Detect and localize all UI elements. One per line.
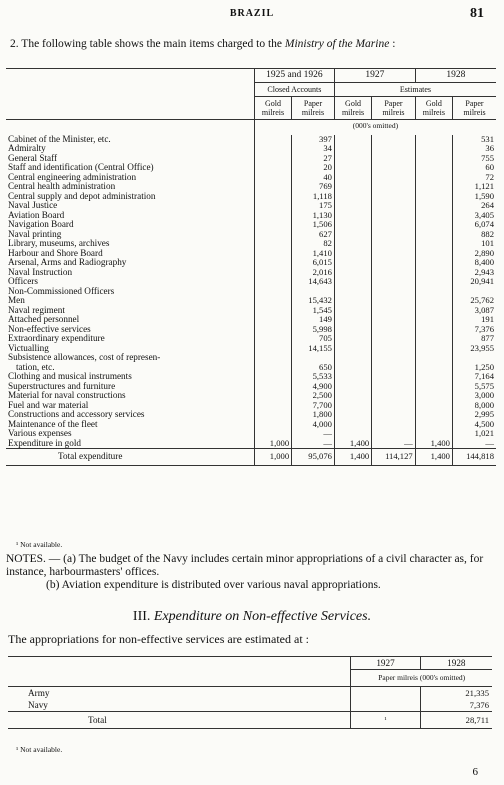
row-value-c	[334, 306, 371, 316]
row-value-e	[415, 230, 452, 240]
row-value-e	[415, 163, 452, 173]
row-value-b: 1,545	[292, 306, 335, 316]
row-value-f: 755	[481, 152, 494, 163]
row-value-b: 15,432	[292, 296, 335, 306]
row-label: Extraordinary expenditure	[6, 334, 254, 344]
gold-header: Gold milreis	[334, 97, 371, 120]
row-value-d	[372, 182, 416, 192]
row-value-b: 14,643	[292, 277, 335, 287]
row-value-c	[334, 249, 371, 259]
t2-total-1927: ¹	[351, 712, 420, 729]
row-value-e	[415, 182, 452, 192]
row-value-d	[372, 334, 416, 344]
total-paper-1927: 114,127	[372, 449, 416, 466]
row-value-e	[415, 220, 452, 230]
row-value-d	[372, 325, 416, 335]
intro-italic: Ministry of the Marine	[284, 38, 390, 50]
non-effective-table	[8, 656, 492, 729]
row-label: Harbour and Shore Board	[6, 249, 254, 259]
row-label: Library, museums, archives	[6, 239, 254, 249]
row-label: General Staff	[6, 154, 254, 164]
gold-header: Gold milreis	[254, 97, 291, 120]
row-value-a	[254, 163, 291, 173]
t2-units: Paper milreis (000's omitted)	[378, 673, 466, 682]
row-value-c	[334, 182, 371, 192]
total-gold-1925: 1,000	[254, 449, 291, 466]
row-value-d	[372, 372, 416, 382]
row-value-f: 7,164	[474, 371, 494, 381]
row-value-e	[415, 239, 452, 249]
table-row	[6, 268, 496, 278]
row-label: Navy	[8, 699, 351, 712]
row-label: Subsistence allowances, cost of represen-	[6, 353, 254, 363]
row-value-d	[372, 391, 416, 401]
row-value-b: 2,500	[292, 391, 335, 401]
row-value-e	[415, 211, 452, 221]
table-row	[6, 220, 496, 230]
row-value-a	[254, 268, 291, 278]
total-label: Total expenditure	[6, 449, 254, 466]
row-value-f: 36	[485, 143, 494, 153]
row-value-f: 20,941	[470, 276, 494, 286]
row-value-d	[372, 220, 416, 230]
row-value-f: 1,021	[474, 428, 494, 438]
row-value-a	[254, 220, 291, 230]
row-label: Victualling	[6, 344, 254, 354]
row-value-b: 1,800	[292, 410, 335, 420]
row-label: Navigation Board	[6, 220, 254, 230]
row-label: Fuel and war material	[6, 401, 254, 411]
row-value-e	[415, 296, 452, 306]
row-value-e	[415, 325, 452, 335]
table-row	[6, 334, 496, 344]
row-value-d	[372, 353, 416, 363]
t2-year-1928: 1928	[447, 658, 466, 668]
page-header	[0, 6, 504, 22]
page-number: 81	[470, 6, 484, 21]
row-value-c	[334, 201, 371, 211]
row-value-e	[415, 353, 452, 363]
row-value-a	[254, 382, 291, 392]
row-value-e	[415, 410, 452, 420]
table-row	[6, 287, 496, 297]
row-value-d	[372, 239, 416, 249]
row-value-b: 82	[292, 239, 335, 249]
row-label: Non-Commissioned Officers	[6, 287, 254, 297]
table-row	[6, 306, 496, 316]
table-row	[6, 420, 496, 430]
section-numeral: III.	[132, 609, 151, 624]
table-row	[8, 699, 492, 712]
row-value-a	[254, 173, 291, 183]
row-value-b: 4,000	[292, 420, 335, 430]
notes-block	[6, 553, 496, 592]
row-label: tation, etc.	[6, 363, 254, 373]
intro-text: 2. The following table shows the main items charged to the	[10, 38, 285, 50]
section-heading	[0, 609, 504, 625]
row-value-b: 397	[292, 135, 335, 145]
row-value-d	[372, 363, 416, 373]
row-value-e	[415, 144, 452, 154]
row-value-b: 7,700	[292, 401, 335, 411]
row-label: Cabinet of the Minister, etc.	[6, 135, 254, 145]
row-value-e	[415, 173, 452, 183]
paper-header: Paper milreis	[372, 97, 416, 120]
row-value-d	[372, 201, 416, 211]
row-value-c	[334, 296, 371, 306]
row-label: Aviation Board	[6, 211, 254, 221]
row-value-a	[254, 182, 291, 192]
marine-expenditure-table	[6, 68, 496, 466]
row-value-e	[415, 258, 452, 268]
table-row	[6, 144, 496, 154]
row-label: Army	[8, 687, 351, 700]
footnote: ¹ Not available.	[16, 540, 63, 549]
row-value-c	[334, 163, 371, 173]
note-b: (b) Aviation expenditure is distributed over various naval appropriations.	[46, 579, 381, 591]
row-value-f: 72	[485, 171, 494, 182]
row-value-c	[334, 325, 371, 335]
row-value-f: 531	[481, 133, 494, 144]
intro-paragraph	[10, 38, 490, 51]
table-row	[6, 296, 496, 306]
row-value-e	[415, 135, 452, 145]
row-value-c	[334, 344, 371, 354]
row-value-e	[415, 401, 452, 411]
row-value-e	[415, 420, 452, 430]
estimates-header: Estimates	[334, 83, 496, 97]
row-value-d	[372, 344, 416, 354]
row-value-f: 8,000	[474, 399, 494, 410]
year-1925-header: 1925 and 1926	[254, 69, 334, 83]
row-value-c	[334, 173, 371, 183]
row-value-b: —	[292, 439, 335, 449]
row-value-a	[254, 201, 291, 211]
t2-year-1927: 1927	[351, 657, 420, 670]
row-value-a	[254, 391, 291, 401]
row-value-a	[254, 306, 291, 316]
row-value-c	[334, 334, 371, 344]
row-value-b: 14,155	[292, 344, 335, 354]
total-paper-1925: 95,076	[292, 449, 335, 466]
row-value-e	[415, 363, 452, 373]
row-label: Non-effective services	[6, 325, 254, 335]
row-value-e	[415, 154, 452, 164]
row-value-e	[415, 201, 452, 211]
row-value-f: 3,405	[474, 209, 494, 220]
omitted-note: (000's omitted)	[352, 121, 399, 130]
row-label: Material for naval constructions	[6, 391, 254, 401]
label-header-cell	[6, 69, 254, 120]
row-value-c	[334, 353, 371, 363]
row-value-b: 27	[292, 154, 335, 164]
row-value-e	[415, 277, 452, 287]
row-value-e	[415, 306, 452, 316]
year-header-row	[6, 69, 496, 83]
row-value-d	[372, 173, 416, 183]
row-value-d	[372, 296, 416, 306]
row-value-b: 34	[292, 144, 335, 154]
row-value-c	[334, 420, 371, 430]
row-value-f: 264	[481, 200, 494, 210]
row-value-d	[372, 401, 416, 411]
table-row	[6, 353, 496, 363]
section-sentence: The appropriations for non-effective services are estimated at :	[8, 632, 309, 646]
row-value-a	[351, 687, 420, 700]
t2-total-label: Total	[8, 712, 351, 729]
t2-total-row	[8, 712, 492, 729]
section-title: Expenditure on Non-effective Services.	[153, 609, 372, 624]
table-row	[6, 201, 496, 211]
row-value-f: 2,943	[474, 266, 494, 277]
table-row	[6, 135, 496, 145]
row-value-e: 1,400	[415, 439, 452, 449]
row-value-f: 2,890	[474, 247, 494, 258]
row-value-a	[254, 258, 291, 268]
row-value-e	[415, 315, 452, 325]
row-value-b: 627	[292, 230, 335, 240]
row-value-c: 1,400	[334, 439, 371, 449]
row-value-d	[372, 230, 416, 240]
row-value-a	[254, 239, 291, 249]
row-label: Men	[6, 296, 254, 306]
row-value-b: 2,016	[292, 268, 335, 278]
row-value-c	[334, 363, 371, 373]
row-value-c	[334, 239, 371, 249]
row-value-b: 1,506	[292, 220, 335, 230]
row-value-a	[254, 230, 291, 240]
row-value-a	[254, 401, 291, 411]
row-value-e	[415, 287, 452, 297]
row-value-e	[415, 372, 452, 382]
row-value-a	[254, 325, 291, 335]
row-value-a	[254, 211, 291, 221]
row-value-b: 1,130	[292, 211, 335, 221]
row-value-e	[415, 268, 452, 278]
row-value-d	[372, 144, 416, 154]
row-value-f: 1,121	[474, 181, 494, 191]
row-value-e	[415, 334, 452, 344]
year-1928-header: 1928	[415, 69, 496, 83]
row-value-f: 882	[481, 228, 494, 239]
table-row	[6, 192, 496, 202]
row-value-f: 4,500	[474, 418, 494, 429]
row-value-a	[254, 287, 291, 297]
row-label: Attached personnel	[6, 315, 254, 325]
row-value-a	[254, 249, 291, 259]
row-value-d	[372, 154, 416, 164]
paper-header: Paper milreis	[452, 97, 496, 120]
row-value-a	[254, 296, 291, 306]
row-value-d	[372, 287, 416, 297]
total-paper-1928: 144,818	[452, 449, 496, 466]
row-value-e	[415, 382, 452, 392]
row-value-c	[334, 382, 371, 392]
closed-accounts-header: Closed Accounts	[254, 83, 334, 97]
row-label: Staff and identification (Central Office)	[6, 163, 254, 173]
row-value-c	[334, 287, 371, 297]
row-value-e	[415, 249, 452, 259]
row-label: Maintenance of the fleet	[6, 420, 254, 430]
row-value-f: 101	[481, 238, 494, 248]
row-value-c	[334, 220, 371, 230]
note-a: NOTES. — (a) The budget of the Navy includes certain minor appropriations of a civil character as, for instance, harbourmasters' offices.	[6, 553, 484, 578]
row-label: Admiralty	[6, 144, 254, 154]
year-1927-header: 1927	[334, 69, 415, 83]
row-value-b: 4,900	[292, 382, 335, 392]
total-gold-1928: 1,400	[415, 449, 452, 466]
row-value-f: 60	[485, 162, 494, 172]
row-label: Central health administration	[6, 182, 254, 192]
row-value-b: 5,533	[292, 372, 335, 382]
row-label: Central engineering administration	[6, 173, 254, 183]
row-value-f: 5,575	[474, 380, 494, 391]
row-value-a	[254, 363, 291, 373]
row-value-d: —	[372, 439, 416, 449]
row-value-c	[334, 211, 371, 221]
row-value-e	[415, 391, 452, 401]
row-value-b: 21,335	[465, 688, 489, 698]
row-value-f: —	[485, 437, 494, 448]
row-value-d	[372, 315, 416, 325]
row-value-a	[254, 334, 291, 344]
row-value-a	[351, 699, 420, 712]
total-row	[6, 449, 496, 466]
row-value-e	[415, 344, 452, 354]
row-label: Various expenses	[6, 429, 254, 439]
row-value-a	[254, 344, 291, 354]
row-value-a	[254, 410, 291, 420]
row-value-c	[334, 410, 371, 420]
row-value-b: —	[292, 429, 335, 439]
row-value-a	[254, 420, 291, 430]
row-value-d	[372, 382, 416, 392]
t2-year-row	[8, 657, 492, 670]
row-value-f: 1,250	[474, 361, 494, 372]
row-value-b: 6,015	[292, 258, 335, 268]
row-value-d	[372, 163, 416, 173]
row-value-b: 1,118	[292, 192, 335, 202]
row-value-d	[372, 249, 416, 259]
row-value-a	[254, 277, 291, 287]
table-row	[8, 687, 492, 700]
total-gold-1927: 1,400	[334, 449, 371, 466]
intro-suffix: :	[389, 38, 396, 50]
row-value-a	[254, 372, 291, 382]
row-value-c	[334, 144, 371, 154]
row-value-c	[334, 391, 371, 401]
row-value-b: 769	[292, 182, 335, 192]
row-label: Naval Justice	[6, 201, 254, 211]
row-value-e	[415, 192, 452, 202]
paper-header: Paper milreis	[292, 97, 335, 120]
row-label: Central supply and depot administration	[6, 192, 254, 202]
row-value-d	[372, 211, 416, 221]
row-value-c	[334, 315, 371, 325]
row-label: Arsenal, Arms and Radiography	[6, 258, 254, 268]
running-title: BRAZIL	[229, 8, 275, 19]
row-value-b: 5,998	[292, 325, 335, 335]
row-value-d	[372, 135, 416, 145]
row-value-b: 175	[292, 201, 335, 211]
row-value-a	[254, 154, 291, 164]
row-value-f: 877	[481, 333, 494, 343]
table-row	[6, 211, 496, 221]
row-value-f: 6,074	[474, 219, 494, 229]
row-value-c	[334, 135, 371, 145]
row-value-c	[334, 154, 371, 164]
row-label: Naval printing	[6, 230, 254, 240]
page-footer: 6	[472, 766, 478, 778]
row-value-b: 7,376	[469, 700, 489, 710]
row-value-b: 705	[292, 334, 335, 344]
row-value-c	[334, 277, 371, 287]
row-label: Naval regiment	[6, 306, 254, 316]
row-value-d	[372, 192, 416, 202]
row-value-f: 1,590	[474, 190, 494, 201]
row-label: Naval Instruction	[6, 268, 254, 278]
row-value-a: 1,000	[254, 439, 291, 449]
row-value-f: 8,400	[474, 257, 494, 267]
row-value-c	[334, 268, 371, 278]
row-value-f: 25,762	[470, 295, 494, 305]
row-value-f: 7,376	[474, 323, 494, 334]
row-value-f: 2,995	[474, 409, 494, 419]
row-value-a	[254, 144, 291, 154]
row-value-c	[334, 401, 371, 411]
row-value-b: 149	[292, 315, 335, 325]
row-value-a	[254, 315, 291, 325]
row-value-c	[334, 372, 371, 382]
row-value-b: 20	[292, 163, 335, 173]
row-value-c	[334, 230, 371, 240]
row-label: Clothing and musical instruments	[6, 372, 254, 382]
table-row	[6, 258, 496, 268]
row-value-c	[334, 192, 371, 202]
row-label: Officers	[6, 277, 254, 287]
row-value-d	[372, 420, 416, 430]
footnote: ¹ Not available.	[16, 745, 63, 754]
row-value-c	[334, 258, 371, 268]
row-value-d	[372, 258, 416, 268]
row-value-d	[372, 277, 416, 287]
row-value-d	[372, 306, 416, 316]
omitted-row	[6, 120, 496, 135]
row-value-d	[372, 268, 416, 278]
row-value-f: 23,955	[470, 342, 494, 353]
row-value-f: 3,000	[474, 390, 494, 400]
row-value-a	[254, 192, 291, 202]
gold-header: Gold milreis	[415, 97, 452, 120]
row-value-b: 1,410	[292, 249, 335, 259]
t2-total-1928: 28,711	[465, 715, 489, 725]
row-label: Expenditure in gold	[6, 439, 254, 449]
row-value-a	[254, 135, 291, 145]
row-label: Constructions and accessory services	[6, 410, 254, 420]
row-value-b: 650	[292, 363, 335, 373]
row-value-f: 3,087	[474, 304, 494, 315]
row-value-a	[254, 353, 291, 363]
row-value-d	[372, 410, 416, 420]
row-label: Superstructures and furniture	[6, 382, 254, 392]
table-row	[6, 439, 496, 449]
row-value-f: 191	[481, 314, 494, 324]
row-value-b: 40	[292, 173, 335, 183]
